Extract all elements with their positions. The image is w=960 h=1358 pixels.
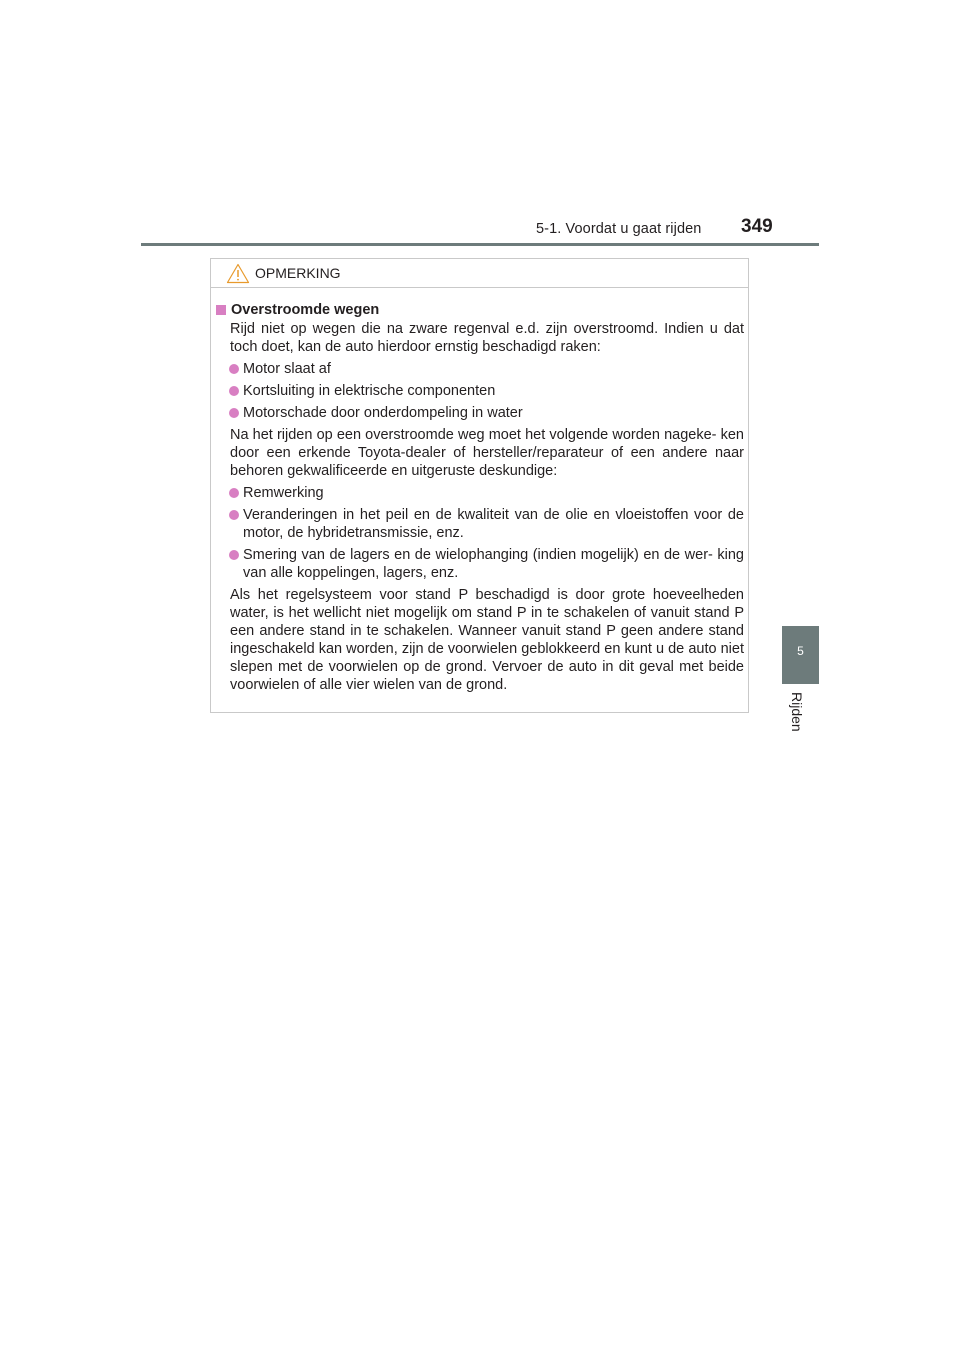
notice-header <box>211 259 748 288</box>
dot-bullet-icon <box>229 510 239 520</box>
list-item-text: Smering van de lagers en de wielophanging (indien mogelijk) en de wer- king van alle koppelingen, lagers, enz. <box>243 547 744 581</box>
dot-bullet-icon <box>229 364 239 374</box>
list-item-text: Motorschade door onderdompeling in water <box>243 405 523 421</box>
square-bullet-icon <box>216 305 226 315</box>
page-number: 349 <box>741 216 773 237</box>
list-item <box>243 382 744 400</box>
list-item-text: Motor slaat af <box>243 361 331 377</box>
list-item <box>243 546 744 582</box>
section-heading <box>211 301 748 319</box>
warning-triangle-icon <box>226 263 250 284</box>
list-item <box>243 484 744 502</box>
notice-box <box>210 258 749 713</box>
list-item-text: Kortsluiting in elektrische componenten <box>243 383 496 399</box>
list-item <box>243 506 744 542</box>
dot-bullet-icon <box>229 488 239 498</box>
dot-bullet-icon <box>229 386 239 396</box>
dot-bullet-icon <box>229 408 239 418</box>
intro-paragraph: Rijd niet op wegen die na zware regenval e.d. zijn overstroomd. Indien u dat toch doet, kan de auto hierdoor ernstig beschadigd raken: <box>230 321 744 355</box>
dot-bullet-icon <box>229 550 239 560</box>
list-item-text: Remwerking <box>243 485 324 501</box>
check-intro-paragraph: Na het rijden op een overstroomde weg moet het volgende worden nageke- ken door een erkende Toyota-dealer of hersteller/reparateur of een andere naar behoren gekwalificeerde en uitgeruste deskundige: <box>230 427 744 479</box>
chapter-label: Rijden <box>789 692 805 732</box>
list-item-text: Veranderingen in het peil en de kwaliteit van de olie en vloeistoffen voor de motor, de hybridetransmissie, enz. <box>243 507 744 541</box>
closing-paragraph: Als het regelsysteem voor stand P beschadigd is door grote hoeveelheden water, is het wellicht niet mogelijk om stand P in te schakelen of vanuit stand P een andere stand in te schakelen. Wanneer vanuit stand P geen andere stand ingeschakeld kan worden, zijn de voorwielen geblokkeerd en kunt u de auto niet slepen met de voorwielen op de grond. Vervoer de auto in dit geval met beide voorwielen of alle vier wielen van de grond. <box>230 587 744 693</box>
chapter-number: 5 <box>797 644 804 658</box>
notice-body <box>211 301 748 698</box>
list-item <box>243 404 744 422</box>
list-item <box>243 360 744 378</box>
section-heading-text: Overstroomde wegen <box>231 302 380 318</box>
header-section-title: 5-1. Voordat u gaat rijden <box>536 221 702 237</box>
chapter-tab <box>782 626 819 684</box>
notice-title: OPMERKING <box>255 265 341 281</box>
header-rule <box>141 243 819 246</box>
